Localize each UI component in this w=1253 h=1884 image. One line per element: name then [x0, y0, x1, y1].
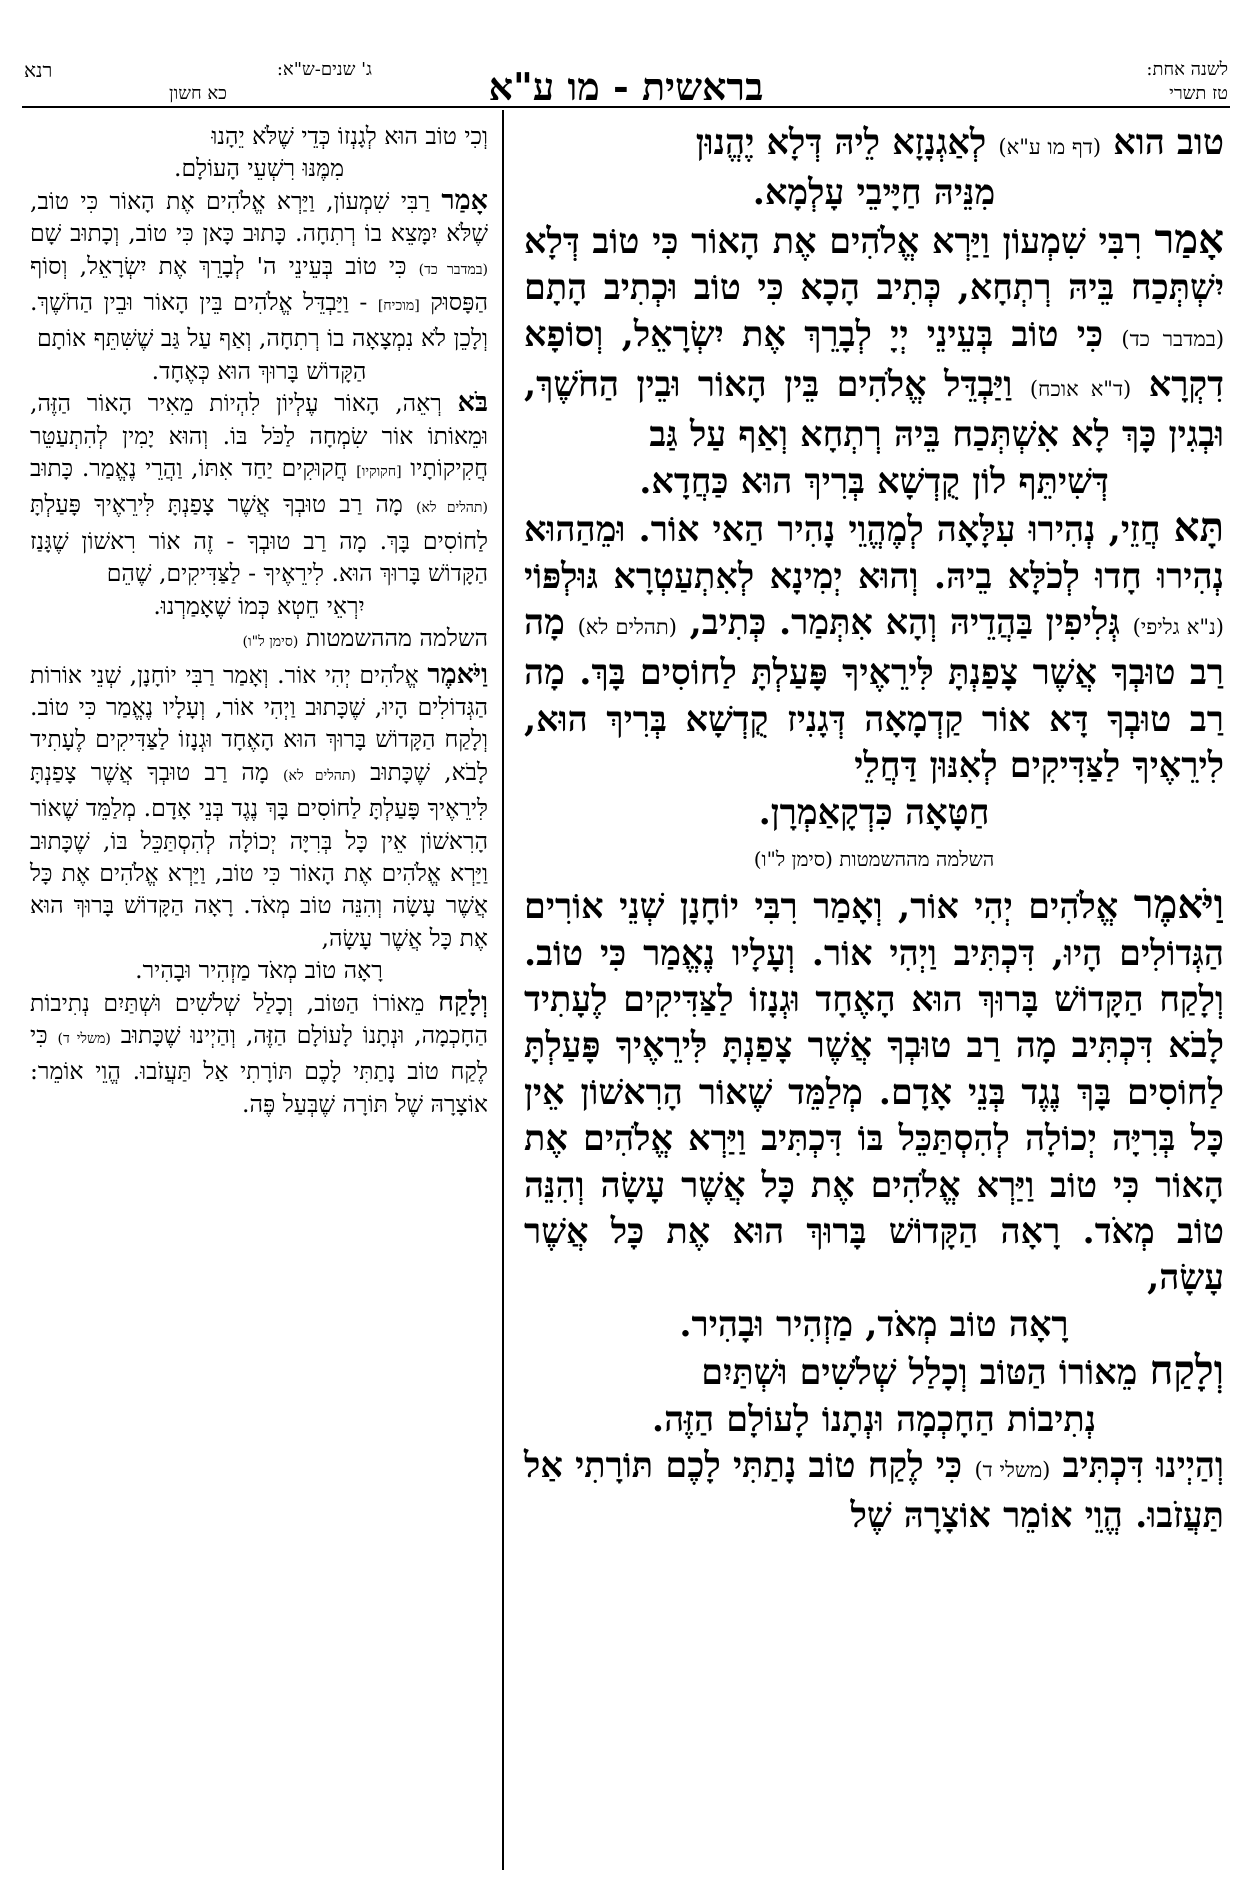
side-paragraph-1-end: מִמֶּנּוּ רִשְׁעֵי הָעוֹלָם. [173, 154, 345, 183]
opening-word: בֹּא [457, 387, 488, 419]
opening-word: אָמַר [441, 184, 488, 216]
side-paragraph-2-end: הַקָּדוֹשׁ בָּרוּךְ הוּא כְּאֶחָד. [151, 356, 367, 385]
variant-reference: [חקוקיו] [356, 464, 402, 481]
main-paragraph-5-line-2: נְתִיבוֹת הַחָכְמָה וּנְתָנוֹ לָעוֹלָם הַזֶּה. [651, 1398, 1097, 1440]
opening-word: וַיֹּאמֶר [1133, 881, 1225, 929]
page-header [22, 14, 1230, 110]
main-paragraph-1: טוב הוא (דף מו ע"א) לְאַגְנָזָא לֵיהּ דְּלָא יֶהֱנוּן [695, 122, 1224, 163]
main-paragraph-2-end: דְּשִׁיתֵּף לוֹן קֻדְשָׁא בְּרִיךְ הוּא כַּחֲדָא. [639, 460, 1109, 502]
main-paragraph-4-end: רָאָה טוֹב מְאֹד, מַזְהִיר וּבָהִיר. [679, 1303, 1069, 1345]
side-paragraph-3: בֹּא רְאֵה, הָאוֹר עֶלְיוֹן לִהְיוֹת מֵאִיר הָאוֹר הַזֶּה, וּמֵאוֹתוֹ אוֹר שִׂמְחָה לַכֹּל בּוֹ. וְהוּא יָמִין לְהִתְעַטֵּר חֲקִיקוֹתָיו [חקוקיו] חֲקוּקִים יַחַד אִתּוֹ, וַהֲרֵי נֶאֱמַר. כָּתוּב (תהלים לא) מָה רַב טוּבְךָ אֲשֶׁר צָפַנְתָּ לִּירֵאֶיךָ פָּעַלְתָּ לַחוֹסִים בָּךְ. מָה רַב טוּבְךָ - זֶה אוֹר רִאשׁוֹן שֶׁגָּנַז הַקָּדוֹשׁ בָּרוּךְ הוּא. לִירֵאֶיךָ - לַצַּדִּיקִים, שֶׁהֵם [30, 387, 488, 588]
three-year-cycle-label: ג' שנים-ש"א: [276, 59, 372, 80]
opening-word: אָמַר [1154, 215, 1225, 263]
verse-reference: (תהלים לא) [577, 615, 677, 640]
variant-reference: (נ"א גליפי) [1132, 615, 1224, 640]
three-year-cycle-date: כא חשון [169, 83, 227, 104]
variant-reference: [מוכיח] [377, 298, 420, 315]
opening-word: וַיֹּאמֶר [427, 658, 488, 690]
main-paragraph-3: תָּא חֲזֵי, נְהִירוּ עִלָּאָה לְמֶהֱוֵי נָהִיר הַאי אוֹר. וּמֵהַהוּא נְהִירוּ חָדוּ לְכֹלָּא בֵיהּ. וְהוּא יְמִינָא לְאִתְעַטְרָא גּוּלְפּוֹי (נ"א גליפי) גְּלִיפִין בַּהֲדֵיהּ וְהָא אִתְּמַר. כְּתִיב, (תהלים לא) מָה רַב טוּבְךָ אֲשֶׁר צָפַנְתָּ לִּירֵאֶיךָ פָּעַלְתָּ לַחוֹסִים בָּךְ. מָה רַב טוּבְךָ דָּא אוֹר קַדְמָאָה דְּגָנִיז קֻדְשָׁא בְּרִיךְ הוּא, לִירֵאֶיךָ לַצַּדִּיקִים לְאִנּוּן דַּחֲלֵי [524, 504, 1224, 787]
verse-reference: (במדבר כד) [1121, 326, 1225, 351]
main-paragraph-3-end: חַטָּאָה כִּדְקָאַמְרָן. [758, 791, 990, 833]
column-divider [502, 110, 504, 1870]
main-text-column [524, 120, 1224, 1540]
main-paragraph-5-cont: וְהַיְינוּ דִּכְתִּיב (משלי ד) כִּי לֶקַח טוֹב נָתַתִּי לָכֶם תּוֹרָתִי אַל תַּעֲזֹבוּ. הֱוֵי אוֹמֵר אוֹצָרָהּ שֶׁל [524, 1444, 1225, 1537]
main-paragraph-5: וְלָקַח מֵאוֹרוֹ הַטּוֹב וְכָלַל שְׁלֹשִׁים וּשְׁתַּיִם [701, 1347, 1224, 1395]
main-paragraph-1-end: מִנֵּיהּ חַיָּיבֵי עָלְמָא. [752, 172, 996, 214]
page-number: רנא [24, 58, 53, 82]
main-paragraph-4: וַיֹּאמֶר אֱלֹהִים יְהִי אוֹר, וְאָמַר רִבִּי יוֹחָנָן שְׁנֵי אוֹרִים הַגְּדוֹלִים הָיוּ, דִּכְתִּיב וַיְהִי אוֹר. וְעָלָיו נֶאֱמַר כִּי טוֹב. וְלָקַח הַקָּדוֹשׁ בָּרוּךְ הוּא הָאֶחָד וּגְנָזוֹ לַצַּדִּיקִים לֶעָתִיד לָבֹא דִּכְתִּיב מָה רַב טוּבְךָ אֲשֶׁר צָפַנְתָּ לִּירֵאֶיךָ פָּעַלְתָּ לַחוֹסִים בָּךְ נֶגֶד בְּנֵי אָדָם. מְלַמֵּד שֶׁאוֹר הָרִאשׁוֹן אֵין כָּל בְּרִיָּה יְכוֹלָה לְהִסְתַּכֵּל בּוֹ דִּכְתִּיב וַיַּרְא אֱלֹהִים אֶת הָאוֹר כִּי טוֹב וַיַּרְא אֱלֹהִים אֶת כָּל אֲשֶׁר עָשָׂה וְהִנֵּה טוֹב מְאֹד. רָאָה הַקָּדוֹשׁ בָּרוּךְ הוּא אֶת כָּל אֲשֶׁר עָשָׂה, [524, 881, 1225, 1299]
opening-word: וְלָקַח [1149, 1347, 1224, 1395]
verse-reference: (משלי ד) [974, 1457, 1051, 1482]
section-heading: השלמה מההשמטות (סימן ל"ו) [242, 624, 488, 653]
variant-reference: (ד"א אוכח) [1029, 377, 1132, 402]
side-paragraph-1: וְכִי טוֹב הוּא לְגָנְזוֹ כְּדֵי שֶׁלֹּא יֵהָנוּ [211, 122, 488, 150]
page [22, 14, 1230, 1870]
side-paragraph-3-end: יִרְאֵי חֵטְא כְּמוֹ שֶׁאָמַרְנוּ. [153, 591, 365, 620]
header-right-info [1146, 58, 1228, 106]
verse-reference: (תהלים לא) [283, 767, 357, 784]
page-title: בראשית - מו ע"א [488, 64, 764, 109]
source-reference: (דף מו ע"א) [998, 135, 1102, 159]
section-reference: (סימן ל"ו) [242, 634, 299, 651]
verse-reference: (משלי ד) [57, 1030, 111, 1047]
opening-word: תָּא [1173, 504, 1224, 552]
opening-word: וְלָקַח [438, 986, 488, 1018]
side-paragraph-2: אָמַר רַבִּי שִׁמְעוֹן, וַיַּרְא אֱלֹהִים אֶת הָאוֹר כִּי טוֹב, שֶׁלֹּא יִמָּצֵא בוֹ רְתִחָה. כָּתוּב כָּאן כִּי טוֹב, וְכָתוּב שָׁם (במדבר כד) כִּי טוֹב בְּעֵינֵי ה' לְבָרֵךְ אֶת יִשְׂרָאֵל, וְסוֹף הַפָּסוּק [מוכיח] - וַיַּבְדֵּל אֱלֹהִים בֵּין הָאוֹר וּבֵין הַחֹשֶׁךְ. וְלָכֵן לֹא נִמְצָאָה בוֹ רְתִחָה, וְאַף עַל גַּב שֶׁשִּׁתֵּף אוֹתָם [30, 184, 488, 353]
main-paragraph-2: אָמַר רִבִּי שִׁמְעוֹן וַיַּרְא אֱלֹהִים אֶת הָאוֹר כִּי טוֹב דְּלָא יִשְׁתְּכַח בֵּיהּ רְתְחָא, כְּתִיב הָכָא כִּי טוֹב וּכְתִיב הָתָם (במדבר כד) כִּי טוֹב בְּעֵינֵי יְיָ לְבָרֵךְ אֶת יִשְׂרָאֵל, וְסוֹפָא דִקְרָא (ד"א אוכח) וַיַּבְדֵּל אֱלֹהִים בֵּין הָאוֹר וּבֵין הַחֹשֶׁךְ, וּבְגִין כָּךְ לָא אִשְׁתְּכַח בֵּיהּ רְתְחָא וְאַף עַל גַּב [524, 215, 1225, 456]
side-paragraph-4: וַיֹּאמֶר אֱלֹהִים יְהִי אוֹר. וְאָמַר רַבִּי יוֹחָנָן, שְׁנֵי אוֹרוֹת הַגְּדוֹלִים הָיוּ, שֶׁכָּתוּב וַיְהִי אוֹר, וְעָלָיו נֶאֱמַר כִּי טוֹב. וְלָקַח הַקָּדוֹשׁ בָּרוּךְ הוּא הָאֶחָד וּגְנָזוֹ לַצַּדִּיקִים לֶעָתִיד לָבֹא, שֶׁכָּתוּב (תהלים לא) מָה רַב טוּבְךָ אֲשֶׁר צָפַנְתָּ לִּירֵאֶיךָ פָּעַלְתָּ לַחוֹסִים בָּךְ נֶגֶד בְּנֵי אָדָם. מְלַמֵּד שֶׁאוֹר הָרִאשׁוֹן אֵין כָּל בְּרִיָּה יְכוֹלָה לְהִסְתַּכֵּל בּוֹ, שֶׁכָּתוּב וַיַּרְא אֱלֹהִים אֶת הָאוֹר כִּי טוֹב, וַיַּרְא אֱלֹהִים אֶת כָּל אֲשֶׁר עָשָׂה וְהִנֵּה טוֹב מְאֹד. רָאָה הַקָּדוֹשׁ בָּרוּךְ הוּא אֶת כָּל אֲשֶׁר עָשָׂה, [30, 658, 489, 952]
verse-reference: (תהלים לא) [415, 500, 488, 517]
translation-column [30, 120, 488, 1120]
side-paragraph-4-end: רָאָה טוֹב מְאֹד מַזְהִיר וּבָהִיר. [135, 956, 383, 985]
verse-reference: (במדבר כד) [418, 261, 488, 278]
one-year-cycle-date: טז תשרי [1169, 83, 1228, 104]
header-divider [22, 106, 1230, 108]
section-heading: השלמה מההשמטות (סימן ל"ו) [753, 847, 995, 872]
one-year-cycle-label: לשנה אחת: [1146, 59, 1228, 80]
side-paragraph-5: וְלָקַח מֵאוֹרוֹ הַטּוֹב, וְכָלַל שְׁלֹשִׁים וּשְׁתַּיִם נְתִיבוֹת הַחָכְמָה, וּנְתָנוֹ לָעוֹלָם הַזֶּה, וְהַיְינוּ שֶׁכָּתוּב (משלי ד) כִּי לֶקַח טוֹב נָתַתִּי לָכֶם תּוֹרָתִי אַל תַּעֲזֹבוּ. הֱוֵי אוֹמֵר: אוֹצָרָהּ שֶׁל תּוֹרָה שֶׁבְּעַל פֶּה. [30, 986, 488, 1118]
